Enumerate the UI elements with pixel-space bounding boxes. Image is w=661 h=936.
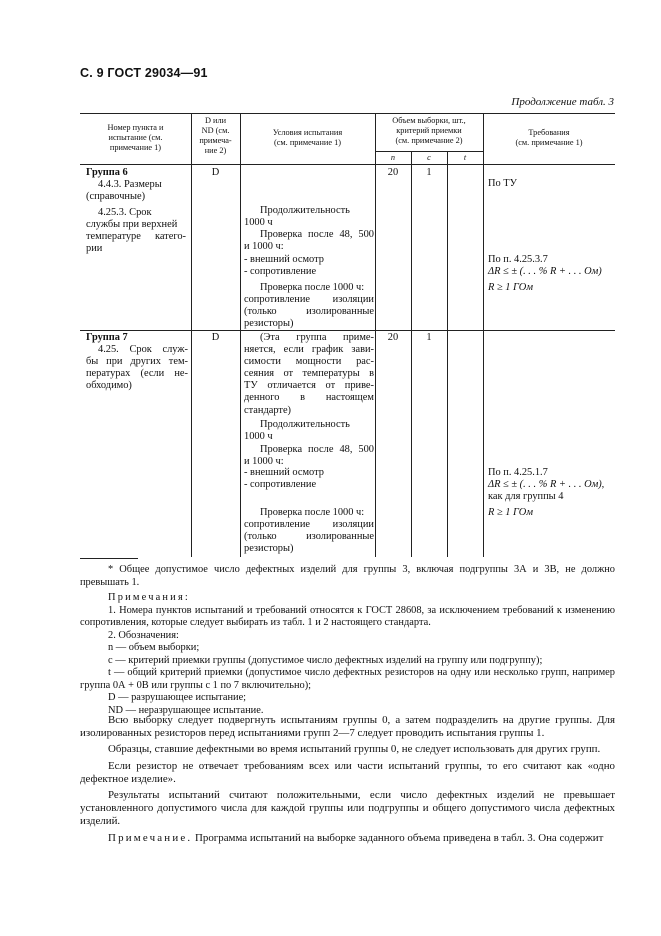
group-6-item-lifetime: 4.25.3. Срок службы при верхней температуре катего- рии — [86, 207, 186, 255]
paragraph-3: Если резистор не отвечает требованиям всех или части испытаний группы, то его считают как «одно дефектное изделие». — [80, 759, 615, 785]
header-item-number: Номер пункта и испытание (см. примечание 1) — [107, 123, 164, 152]
footnote: * Общее допустимое число дефектных изделий для группы 3, включая подгруппы 3А и 3В, не должно превышать 1. — [80, 564, 615, 588]
group-7-req-resistance: По п. 4.25.1.7 ΔR ≤ ± (. . . % R + . . . Ом), как для группы 4 — [488, 467, 605, 503]
header-requirements: Требования (см. примечание 1) — [515, 128, 583, 147]
group-7-destructive: D — [211, 332, 220, 343]
note-1: 1. Номера пунктов испытаний и требований относятся к ГОСТ 28608, за исключением требований к изменению сопротивления, которые следует выбирать из табл. 1 и 2 настоящего стандарта. — [80, 604, 615, 628]
paragraph-1: Всю выборку следует подвергнуть испытаниям группы 0, а затем подразделить на другие группы. Для изолированных резисторов перед испытаниями групп 2—7 следует проводить испытания группы 1. — [80, 714, 615, 740]
notes-title: Примечания: — [108, 592, 191, 603]
group-7-title: Группа 7 — [86, 332, 128, 343]
paragraph-2: Образцы, ставшие дефектными во время испытаний группы 0, не следует использовать для других групп. — [108, 743, 601, 756]
group-7-cond-check: Проверка после 48, 500 и 1000 ч: — [244, 444, 374, 468]
table-continuation-label: Продолжение табл. 3 — [511, 96, 614, 108]
group-6-destructive: D — [211, 167, 220, 178]
footnote-divider — [80, 558, 138, 559]
group-6-cond-insulation: Проверка после 1000 ч: сопротивление изоляции (только изолированные резисторы) — [244, 282, 374, 330]
group-7-cond-inspect: - внешний осмотр - сопротивление — [244, 467, 324, 491]
page-header: С. 9 ГОСТ 29034—91 — [80, 66, 208, 80]
notes-block — [80, 592, 615, 717]
note-c: c — критерий приемки группы (допустимое число дефектных изделий на группу или подгруппу); — [108, 654, 543, 666]
group-7-n: 20 — [387, 332, 399, 343]
header-destructive: D или ND (см. примеча- ние 2) — [199, 116, 232, 155]
group-6-req-insulation: R ≥ 1 ГОм — [488, 282, 533, 293]
header-sample-size: Объем выборки, шт., критерий приемки (см. примечание 2) — [392, 116, 466, 145]
group-6-req-size: По ТУ — [488, 178, 518, 189]
group-6-cond-duration: Продолжительность 1000 ч — [244, 205, 350, 229]
group-6-cond-check: Проверка после 48, 500 и 1000 ч: — [244, 229, 374, 253]
note-2: 2. Обозначения: — [108, 629, 179, 641]
group-7-cond-applicability: (Эта группа приме- няется, если график зави- симости мощности рас- сеяния от температуры в ТУ отличается от приве- денного в настоящем стандарте) — [244, 332, 374, 416]
note-t: t — общий критерий приемки (допустимое число дефектных резисторов на одну или несколько групп, например группа 0А + 0В или группы с 1 по 7 включительно); — [80, 667, 615, 691]
group-6-item-size: 4.4.3. Размеры (справочные) — [86, 179, 162, 203]
group-6-cond-inspect: - внешний осмотр - сопротивление — [244, 254, 324, 278]
group-7-c: 1 — [426, 332, 432, 343]
group-6-c: 1 — [426, 167, 432, 178]
group-6-n: 20 — [387, 167, 399, 178]
final-note — [80, 832, 615, 845]
paragraph-4: Результаты испытаний считают положительными, если число дефектных изделий не превышает установленного допустимого числа для каждой группы или подгруппы и общего допустимого числа дефектных изделий. — [80, 789, 615, 828]
group-7-cond-insulation: Проверка после 1000 ч: сопротивление изоляции (только изолированные резисторы) — [244, 507, 374, 555]
note-n: n — объем выборки; — [108, 642, 200, 653]
group-6-title: Группа 6 — [86, 167, 128, 178]
header-n: n — [390, 153, 396, 162]
group-7-req-insulation: R ≥ 1 ГОм — [488, 507, 533, 518]
group-6-req-resistance: По п. 4.25.3.7 ΔR ≤ ± (. . . % R + . . . Ом) — [488, 254, 602, 278]
note-d: D — разрушающее испытание; — [108, 692, 247, 703]
header-test-conditions: Условия испытания (см. примечание 1) — [272, 128, 343, 147]
note-nd: ND — неразрушающее испытание. — [108, 704, 264, 716]
body-paragraphs — [80, 714, 615, 848]
header-c: c — [427, 153, 431, 162]
group-7-cond-duration: Продолжительность 1000 ч — [244, 419, 350, 443]
header-t: t — [463, 153, 467, 162]
final-note-text: Программа испытаний на выборке заданного объема приведена в табл. 3. Она содержит — [192, 831, 604, 844]
group-7-item-lifetime: 4.25. Срок служ- бы при других тем- пературах (если не- обходимо) — [86, 344, 188, 392]
final-note-label: Примечание. — [108, 831, 193, 844]
